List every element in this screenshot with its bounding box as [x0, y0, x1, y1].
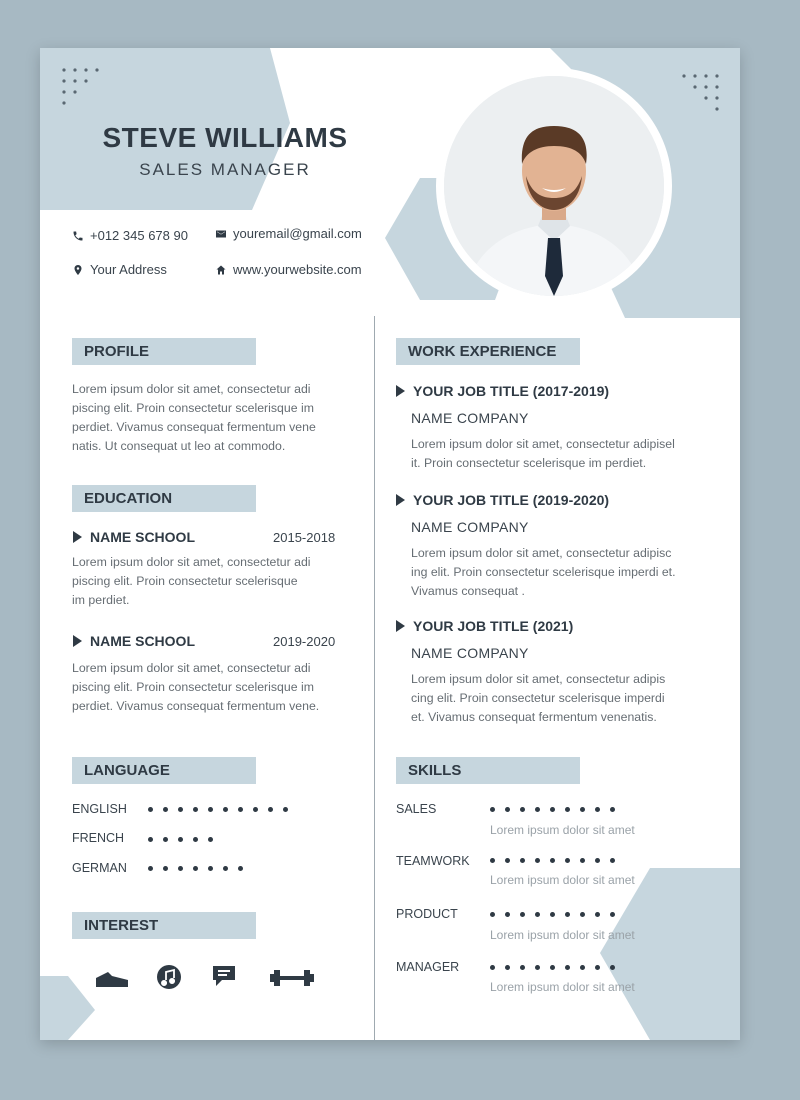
- language-label: FRENCH: [72, 831, 125, 845]
- skill-description: Lorem ipsum dolor sit amet: [490, 928, 635, 942]
- interest-heading: INTEREST: [72, 912, 256, 939]
- rating-dot: [535, 965, 540, 970]
- rating-dot: [223, 866, 228, 871]
- language-label: GERMAN: [72, 861, 127, 875]
- bullet-triangle-icon: [73, 531, 82, 543]
- rating-dot: [565, 858, 570, 863]
- rating-dot: [148, 807, 153, 812]
- rating-dot: [610, 965, 615, 970]
- rating-dot: [208, 837, 213, 842]
- chat-icon: [210, 962, 238, 990]
- rating-dot: [193, 866, 198, 871]
- skill-label: PRODUCT: [396, 907, 458, 921]
- skill-rating: [490, 912, 615, 917]
- rating-dot: [505, 858, 510, 863]
- skill-description: Lorem ipsum dolor sit amet: [490, 873, 635, 887]
- job-company: NAME COMPANY: [411, 410, 529, 426]
- language-rating: [148, 837, 213, 842]
- rating-dot: [193, 807, 198, 812]
- rating-dot: [595, 807, 600, 812]
- rating-dot: [163, 866, 168, 871]
- rating-dot: [490, 858, 495, 863]
- rating-dot: [580, 912, 585, 917]
- home-icon: [215, 264, 227, 276]
- skill-description: Lorem ipsum dolor sit amet: [490, 980, 635, 994]
- skill-label: TEAMWORK: [396, 854, 470, 868]
- rating-dot: [520, 807, 525, 812]
- rating-dot: [148, 837, 153, 842]
- rating-dot: [610, 912, 615, 917]
- rating-dot: [580, 807, 585, 812]
- rating-dot: [178, 837, 183, 842]
- skill-rating: [490, 965, 615, 970]
- rating-dot: [283, 807, 288, 812]
- language-rating: [148, 866, 243, 871]
- rating-dot: [193, 837, 198, 842]
- education-item-text: Lorem ipsum dolor sit amet, consectetur adi piscing elit. Proin consectetur scelerisque im perdiet.: [72, 555, 311, 607]
- bullet-triangle-icon: [396, 494, 405, 506]
- rating-dot: [268, 807, 273, 812]
- skill-label: SALES: [396, 802, 437, 816]
- email-icon: [215, 228, 227, 240]
- rating-dot: [565, 807, 570, 812]
- rating-dot: [520, 912, 525, 917]
- education-item-title: NAME SCHOOL: [73, 529, 195, 545]
- dumbbell-icon: [270, 968, 314, 988]
- rating-dot: [550, 965, 555, 970]
- music-icon: [156, 964, 182, 990]
- column-divider: [374, 316, 375, 1040]
- phone-icon: [72, 230, 84, 242]
- profile-heading: PROFILE: [72, 338, 256, 365]
- skill-rating: [490, 807, 615, 812]
- rating-dot: [595, 858, 600, 863]
- rating-dot: [565, 912, 570, 917]
- contact-phone: [72, 228, 188, 243]
- rating-dot: [610, 858, 615, 863]
- rating-dot: [505, 912, 510, 917]
- skill-description: Lorem ipsum dolor sit amet: [490, 823, 635, 837]
- rating-dot: [505, 807, 510, 812]
- skill-rating: [490, 858, 615, 863]
- rating-dot: [550, 807, 555, 812]
- education-item-text: Lorem ipsum dolor sit amet, consectetur adi piscing elit. Proin consectetur scelerisque im perdiet. Vivamus consequat fermentum vene.: [72, 661, 320, 713]
- rating-dot: [238, 866, 243, 871]
- education-item-years: 2019-2020: [273, 634, 336, 649]
- contact-address: [72, 262, 167, 277]
- rating-dot: [253, 807, 258, 812]
- rating-dot: [505, 965, 510, 970]
- rating-dot: [163, 807, 168, 812]
- location-pin-icon: [72, 264, 84, 276]
- job-description: Lorem ipsum dolor sit amet, consectetur adipisel it. Proin consectetur scelerisque im perdiet.: [411, 437, 675, 470]
- job-company: NAME COMPANY: [411, 519, 529, 535]
- rating-dot: [610, 807, 615, 812]
- education-item-title: NAME SCHOOL: [73, 633, 195, 649]
- rating-dot: [565, 965, 570, 970]
- job-title: YOUR JOB TITLE (2021): [396, 618, 573, 634]
- rating-dot: [520, 965, 525, 970]
- skill-label: MANAGER: [396, 960, 460, 974]
- rating-dot: [208, 807, 213, 812]
- rating-dot: [595, 912, 600, 917]
- resume-page: [40, 48, 740, 1040]
- email-text: youremail@gmail.com: [233, 226, 362, 241]
- rating-dot: [238, 807, 243, 812]
- language-rating: [148, 807, 288, 812]
- rating-dot: [535, 912, 540, 917]
- rating-dot: [535, 858, 540, 863]
- rating-dot: [208, 866, 213, 871]
- job-description: Lorem ipsum dolor sit amet, consectetur adipisc ing elit. Proin consectetur scelerisque imperdi et. Vivamus consequat .: [411, 546, 676, 598]
- candidate-name: STEVE WILLIAMS: [102, 122, 348, 153]
- rating-dot: [535, 807, 540, 812]
- rating-dot: [223, 807, 228, 812]
- rating-dot: [178, 807, 183, 812]
- rating-dot: [595, 965, 600, 970]
- bullet-triangle-icon: [396, 620, 405, 632]
- sneaker-icon: [94, 966, 130, 988]
- contact-email: [215, 226, 362, 241]
- candidate-role: SALES MANAGER: [139, 160, 311, 179]
- skills-heading: SKILLS: [396, 757, 580, 784]
- education-heading: EDUCATION: [72, 485, 256, 512]
- rating-dot: [178, 866, 183, 871]
- rating-dot: [490, 807, 495, 812]
- rating-dot: [148, 866, 153, 871]
- bullet-triangle-icon: [73, 635, 82, 647]
- rating-dot: [520, 858, 525, 863]
- rating-dot: [580, 965, 585, 970]
- rating-dot: [550, 858, 555, 863]
- website-text: www.yourwebsite.com: [233, 262, 362, 277]
- experience-heading: WORK EXPERIENCE: [396, 338, 580, 365]
- rating-dot: [550, 912, 555, 917]
- education-item-years: 2015-2018: [273, 530, 336, 545]
- rating-dot: [580, 858, 585, 863]
- job-description: Lorem ipsum dolor sit amet, consectetur adipis cing elit. Proin consectetur scelerisque imperdi et. Vivamus consequat fermentum venenatis.: [411, 672, 666, 724]
- rating-dot: [490, 965, 495, 970]
- rating-dot: [490, 912, 495, 917]
- job-title: YOUR JOB TITLE (2017-2019): [396, 383, 609, 399]
- job-title: YOUR JOB TITLE (2019-2020): [396, 492, 609, 508]
- profile-text: Lorem ipsum dolor sit amet, consectetur adi piscing elit. Proin consectetur scelerisque im perdiet. Vivamus consequat fermentum vene natis. Ut consequat ut leo at commodo.: [72, 382, 316, 453]
- language-label: ENGLISH: [72, 802, 127, 816]
- job-company: NAME COMPANY: [411, 645, 529, 661]
- contact-website: [215, 262, 362, 277]
- address-text: Your Address: [90, 262, 167, 277]
- language-heading: LANGUAGE: [72, 757, 256, 784]
- phone-text: +012 345 678 90: [90, 228, 188, 243]
- bullet-triangle-icon: [396, 385, 405, 397]
- profile-photo: [444, 76, 664, 296]
- rating-dot: [163, 837, 168, 842]
